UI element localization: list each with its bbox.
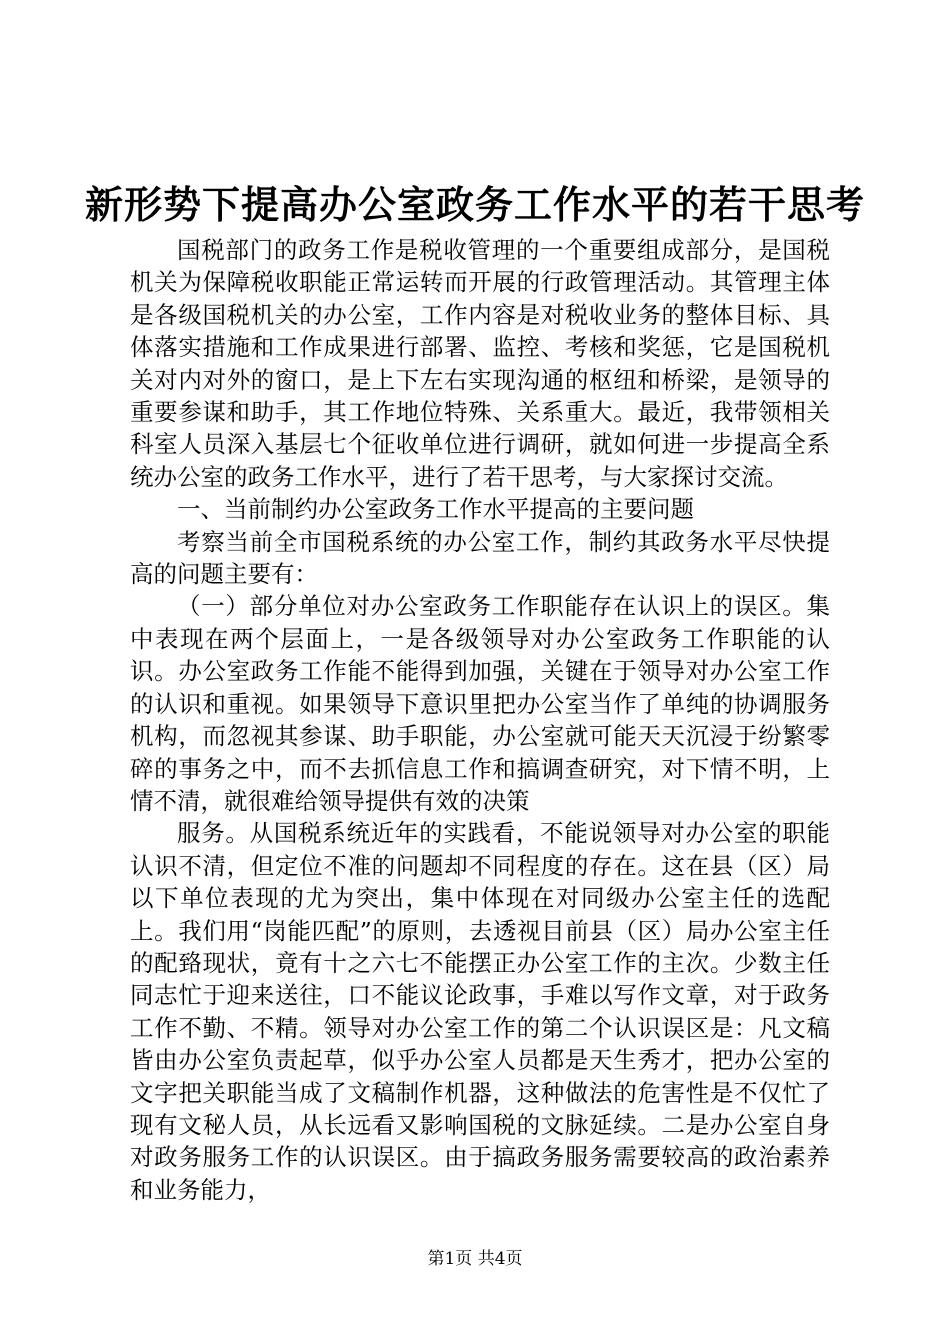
document-title: 新形势下提高办公室政务工作水平的若干思考	[84, 182, 865, 227]
paragraph-issue-one-continued: 服务。从国税系统近年的实践看，不能说领导对办公室的职能认识不清，但定位不准的问题却不同程度的存在。这在县（区）局以下单位表现的尤为突出，集中体现在对同级办公室主任的选配上。我们用“岗能匹配”的原则，去透视目前县（区）局办公室主任的配臵现状，竟有十之六七不能摆正办公室工作的主次。少数主任同志忙于迎来送往，口不能议论政事，手难以写作文章，对于政务工作不勤、不精。领导对办公室工作的第二个认识误区是：凡文稿皆由办公室负责起草，似乎办公室人员都是天生秀才，把办公室的文字把关职能当成了文稿制作机器，这种做法的危害性是不仅忙了现有文秘人员，从长远看又影响国税的文脉延续。二是办公室自身对政务服务工作的认识误区。由于搞政务服务需要较高的政治素养和业务能力，	[130, 819, 830, 1204]
page-footer: 第1页 共4页	[427, 1249, 523, 1269]
paragraph-overview: 考察当前全市国税系统的办公室工作，制约其政务水平尽快提高的问题主要有：	[130, 527, 830, 589]
paragraph-intro: 国税部门的政务工作是税收管理的一个重要组成部分，是国税机关为保障税收职能正常运转而开展的行政管理活动。其管理主体是各级国税机关的办公室，工作内容是对税收业务的整体目标、具体落实措施和工作成果进行部署、监控、考核和奖惩，它是国税机关对内对外的窗口，是上下左右实现沟通的枢纽和桥梁，是领导的重要参谋和助手，其工作地位特殊、关系重大。最近，我带领相关科室人员深入基层七个征收单位进行调研，就如何进一步提高全系统办公室的政务工作水平，进行了若干思考，与大家探讨交流。	[130, 236, 830, 491]
paragraph-issue-one: （一）部分单位对办公室政务工作职能存在认识上的误区。集中表现在两个层面上，一是各级领导对办公室政务工作职能的认识。办公室政务工作能不能得到加强，关键在于领导对办公室工作的认识和重视。如果领导下意识里把办公室当作了单纯的协调服务机构，而忽视其参谋、助手职能，办公室就可能天天沉浸于纷繁零碎的事务之中，而不去抓信息工作和搞调查研究，对下情不明，上情不清，就很难给领导提供有效的决策	[130, 592, 830, 815]
document-body	[130, 234, 830, 1206]
section-heading: 一、当前制约办公室政务工作水平提高的主要问题	[177, 495, 694, 524]
